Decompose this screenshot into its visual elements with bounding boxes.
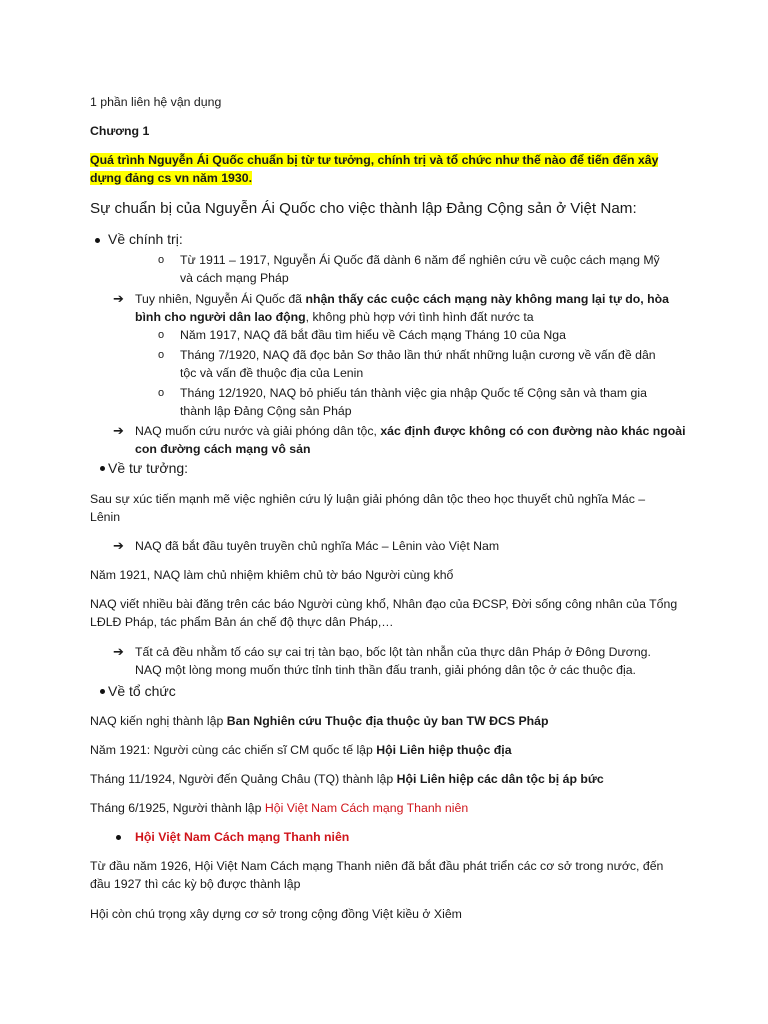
arrow-right-icon: ➔: [113, 423, 124, 438]
ideology-conclusion-1: NAQ đã bắt đầu tuyên truyền chủ nghĩa Mác – Lênin vào Việt Nam: [135, 539, 500, 553]
ideology-conclusion-2-line-2: NAQ một lòng mong muốn thức tỉnh tinh thần đấu tranh, giải phóng dân tộc ở các thuộc địa.: [135, 663, 636, 677]
bullet-dot-icon: [100, 689, 105, 694]
politics-item-4-line-1: Tháng 12/1920, NAQ bỏ phiếu tán thành việc gia nhập Quốc tế Cộng sản và tham gia: [180, 386, 647, 400]
politics-item-4-line-2: thành lập Đảng Cộng sản Pháp: [180, 404, 352, 418]
politics-title: Về chính trị:: [108, 231, 183, 247]
ideology-para-1-line-1: Sau sự xúc tiến mạnh mẽ việc nghiên cứu lý luận giải phóng dân tộc theo học thuyết chủ nghĩa Mác –: [90, 492, 646, 506]
politics-conclusion-2-line-2: con đường cách mạng vô sản: [135, 442, 311, 456]
arrow-right-icon: ➔: [113, 538, 124, 553]
politics-item-1-line-1: Từ 1911 – 1917, Nguyễn Ái Quốc đã dành 6 năm để nghiên cứu về cuộc cách mạng Mỹ: [180, 253, 660, 267]
organization-bullet: Hội Việt Nam Cách mạng Thanh niên: [135, 830, 350, 844]
politics-conclusion-2-line-1: NAQ muốn cứu nước và giải phóng dân tộc, xác định được không có con đường nào khác ngoài: [135, 424, 686, 438]
politics-item-3-line-2: tộc và vấn đề thuộc địa của Lenin: [180, 366, 364, 380]
politics-conclusion-1-line-2: bình cho người dân lao động, không phù hợp với tình hình đất nước ta: [135, 310, 534, 324]
organization-para-5-line-2: đầu 1927 thì các kỳ bộ được thành lập: [90, 877, 301, 891]
question-line-2: dựng đảng cs vn năm 1930.: [90, 171, 252, 185]
ideology-para-3-line-2: LĐLĐ Pháp, tác phẩm Bản án chế độ thực dân Pháp,…: [90, 615, 394, 629]
intro-line: 1 phần liên hệ vận dụng: [90, 95, 222, 109]
section-heading: Sự chuẩn bị của Nguyễn Ái Quốc cho việc thành lập Đảng Cộng sản ở Việt Nam:: [90, 200, 637, 217]
organization-para-2: Năm 1921: Người cùng các chiến sĩ CM quốc tế lập Hội Liên hiệp thuộc địa: [90, 743, 512, 757]
question-line-1: Quá trình Nguyễn Ái Quốc chuẩn bị từ tư tưởng, chính trị và tổ chức như thế nào để tiến đến xây: [90, 153, 659, 167]
organization-title: Về tổ chức: [108, 683, 176, 699]
politics-conclusion-1-line-1: Tuy nhiên, Nguyễn Ái Quốc đã nhận thấy các cuộc cách mạng này không mang lại tự do, hòa: [135, 292, 669, 306]
circle-bullet-icon: o: [158, 254, 165, 266]
ideology-para-2: Năm 1921, NAQ làm chủ nhiệm khiêm chủ tờ báo Người cùng khổ: [90, 568, 454, 582]
organization-para-4: Tháng 6/1925, Người thành lập Hội Việt Nam Cách mạng Thanh niên: [90, 801, 469, 815]
bullet-dot-icon: [116, 835, 121, 840]
ideology-title: Về tư tưởng:: [108, 460, 189, 476]
politics-item-1-line-2: và cách mạng Pháp: [180, 271, 289, 285]
organization-para-6: Hội còn chú trọng xây dựng cơ sở trong cộng đồng Việt kiều ở Xiêm: [90, 907, 462, 921]
politics-item-3-line-1: Tháng 7/1920, NAQ đã đọc bản Sơ thảo lần thứ nhất những luận cương về vấn đề dân: [180, 348, 656, 362]
arrow-right-icon: ➔: [113, 291, 124, 306]
circle-bullet-icon: o: [158, 349, 165, 361]
arrow-right-icon: ➔: [113, 644, 124, 659]
chapter-title: Chương 1: [90, 124, 150, 138]
bullet-dot-icon: [95, 238, 100, 243]
ideology-conclusion-2-line-1: Tất cả đều nhằm tố cáo sự cai trị tàn bạo, bốc lột tàn nhẫn của thực dân Pháp ở Đông Dương.: [135, 645, 651, 659]
circle-bullet-icon: o: [158, 329, 165, 341]
organization-para-5-line-1: Từ đầu năm 1926, Hội Việt Nam Cách mạng Thanh niên đã bắt đầu phát triển các cơ sở trong nước, đến: [90, 859, 664, 873]
organization-para-1: NAQ kiến nghị thành lập Ban Nghiên cứu Thuộc địa thuộc ủy ban TW ĐCS Pháp: [90, 714, 549, 728]
ideology-para-3-line-1: NAQ viết nhiều bài đăng trên các báo Người cùng khổ, Nhân đạo của ĐCSP, Đời sống công nhân của Tổng: [90, 597, 678, 611]
bullet-dot-icon: [100, 466, 105, 471]
ideology-para-1-line-2: Lênin: [90, 510, 121, 524]
politics-item-2: Năm 1917, NAQ đã bắt đầu tìm hiểu về Cách mạng Tháng 10 của Nga: [180, 328, 566, 342]
circle-bullet-icon: o: [158, 387, 165, 399]
organization-para-3: Tháng 11/1924, Người đến Quảng Châu (TQ) thành lập Hội Liên hiệp các dân tộc bị áp bức: [90, 772, 604, 786]
